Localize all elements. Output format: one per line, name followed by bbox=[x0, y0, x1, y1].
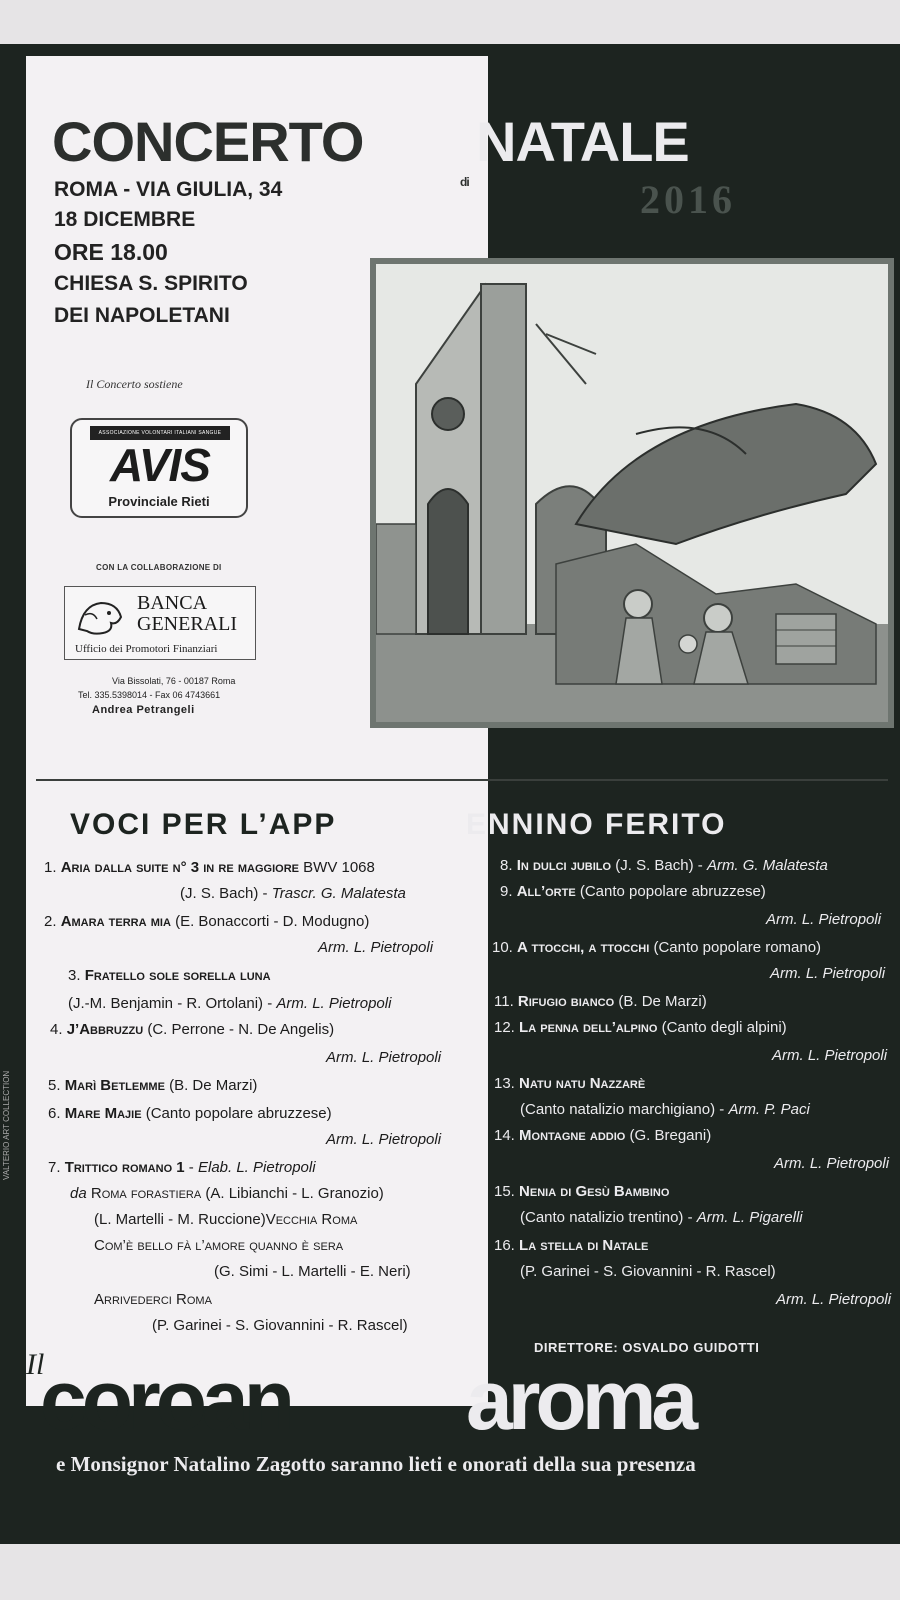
program-sc: Roma forastiera bbox=[86, 1185, 202, 1202]
program-line bbox=[44, 858, 375, 878]
program-title: All’orte bbox=[516, 883, 576, 900]
divider-line bbox=[36, 779, 888, 781]
program-pre: 3. bbox=[68, 967, 85, 984]
program-line bbox=[318, 938, 433, 958]
program-line bbox=[494, 1074, 645, 1094]
program-line bbox=[326, 1130, 441, 1150]
avis-banner-text: ASSOCIAZIONE VOLONTARI ITALIANI SANGUE bbox=[90, 426, 230, 440]
program-rest: (C. Perrone - N. De Angelis) bbox=[143, 1021, 335, 1038]
program-title: Trittico romano 1 bbox=[64, 1159, 185, 1176]
banca-line1: BANCA bbox=[137, 592, 208, 614]
program-ital: Arm. P. Paci bbox=[728, 1101, 810, 1118]
program-plain: (J.-M. Benjamin - R. Ortolani) - bbox=[68, 995, 277, 1012]
program-line bbox=[494, 1126, 711, 1146]
program-rest: (Canto popolare abruzzese) bbox=[141, 1105, 332, 1122]
program-plain: (A. Libianchi - L. Granozio) bbox=[201, 1185, 384, 1202]
avis-logo: AVIS bbox=[110, 439, 210, 491]
year-label: 2016 bbox=[640, 177, 736, 222]
program-rest: (Canto popolare abruzzese) bbox=[575, 883, 766, 900]
program-line bbox=[500, 882, 766, 902]
program-line bbox=[776, 1290, 891, 1310]
director-label: DIRETTORE: OSVALDO GUIDOTTI bbox=[534, 1340, 760, 1355]
program-rest: (B. De Marzi) bbox=[164, 1077, 258, 1094]
program-plain: (P. Garinei - S. Giovannini - R. Rascel) bbox=[520, 1263, 776, 1280]
program-line bbox=[494, 1018, 787, 1038]
program-rest: BWV 1068 bbox=[298, 859, 375, 876]
program-pre: 5. bbox=[48, 1077, 65, 1094]
program-title: Rifugio bianco bbox=[517, 993, 615, 1010]
program-title: J’Abbruzzu bbox=[66, 1021, 144, 1038]
program-line bbox=[492, 938, 821, 958]
program-ital: Elab. L. Pietropoli bbox=[197, 1159, 316, 1176]
program-ital: Arm. L. Pietropoli bbox=[326, 1131, 442, 1148]
program-sc: Vecchia Roma bbox=[265, 1211, 358, 1228]
program-plain: (Canto natalizio trentino) - bbox=[520, 1209, 697, 1226]
program-title: Natu natu Nazzarè bbox=[519, 1075, 646, 1092]
program-pre: 7. bbox=[48, 1159, 65, 1176]
program-ital: Arm. L. Pietropoli bbox=[318, 939, 434, 956]
program-line bbox=[774, 1154, 889, 1174]
program-pre: 9. bbox=[500, 883, 517, 900]
choir-name-left: coroan bbox=[40, 1353, 291, 1447]
sponsor-note: Il Concerto sostiene bbox=[86, 377, 183, 391]
program-pre: 2. bbox=[44, 913, 61, 930]
avis-subtitle: Provinciale Rieti bbox=[108, 494, 210, 509]
program-pre: 10. bbox=[492, 939, 518, 956]
program-plain: (Canto natalizio marchigiano) - bbox=[520, 1101, 729, 1118]
program-title: Aria dalla suite n° 3 in re maggiore bbox=[60, 859, 299, 876]
title-natale: NATALE bbox=[476, 110, 689, 173]
program-title: A ttocchi, a ttocchi bbox=[517, 939, 650, 956]
program-pre: 4. bbox=[50, 1021, 67, 1038]
event-address: ROMA - VIA GIULIA, 34 bbox=[54, 178, 283, 201]
banca-address: Via Bissolati, 76 - 00187 Roma bbox=[112, 676, 236, 686]
program-line bbox=[68, 994, 391, 1014]
program-ital: Arm. L. Pietropoli bbox=[770, 965, 886, 982]
program-line bbox=[326, 1048, 441, 1068]
banca-generali-logo bbox=[64, 586, 256, 660]
program-line bbox=[520, 1262, 776, 1282]
banca-subtitle: Ufficio dei Promotori Finanziari bbox=[75, 643, 218, 655]
watermark: VALTERIO ART COLLECTION bbox=[2, 1070, 11, 1180]
choir-name-right: aroma bbox=[466, 1353, 694, 1447]
program-ital: Arm. L. Pietropoli bbox=[276, 995, 392, 1012]
program-title: Montagne addio bbox=[519, 1127, 626, 1144]
program-ital: Arm. L. Pigarelli bbox=[696, 1209, 803, 1226]
banca-line2: GENERALI bbox=[137, 613, 237, 635]
program-plain: (L. Martelli - M. Ruccione) bbox=[94, 1211, 266, 1228]
program-rest: (Canto degli alpini) bbox=[657, 1019, 787, 1036]
program-line bbox=[152, 1316, 408, 1336]
title-di: di bbox=[460, 175, 469, 189]
banca-name bbox=[137, 593, 237, 635]
program-line bbox=[494, 1236, 648, 1256]
event-date: 18 DICEMBRE bbox=[54, 208, 196, 231]
program-title: Nenia di Gesù Bambino bbox=[519, 1183, 670, 1200]
program-title: La stella di Natale bbox=[519, 1237, 649, 1254]
program-title: In dulci jubilo bbox=[516, 857, 612, 874]
avis-logo-box bbox=[70, 418, 248, 518]
program-line bbox=[180, 884, 406, 904]
footer-text: e Monsignor Natalino Zagotto saranno lieti e onorati della sua presenza bbox=[56, 1452, 696, 1476]
program-line bbox=[94, 1210, 357, 1230]
program-ital: Arm. L. Pietropoli bbox=[776, 1291, 892, 1308]
program-pre: 13. bbox=[494, 1075, 520, 1092]
program-title: Marì Betlemme bbox=[64, 1077, 165, 1094]
program-ital: Arm. L. Pietropoli bbox=[766, 911, 882, 928]
program-line bbox=[48, 1076, 257, 1096]
program-line bbox=[494, 992, 707, 1012]
program-line bbox=[772, 1046, 887, 1066]
event-venue-line2: DEI NAPOLETANI bbox=[54, 304, 230, 327]
choir-prefix: Il bbox=[26, 1348, 45, 1381]
program-line bbox=[68, 966, 271, 986]
section-title-left: VOCI PER L’APP bbox=[70, 808, 337, 841]
program-ital: Arm. G. Malatesta bbox=[706, 857, 828, 874]
program-rest: (G. Bregani) bbox=[625, 1127, 712, 1144]
program-line bbox=[494, 1182, 669, 1202]
agent-name: Andrea Petrangeli bbox=[92, 704, 195, 716]
program-rest: (B. De Marzi) bbox=[614, 993, 707, 1010]
program-pre: 8. bbox=[500, 857, 517, 874]
collab-label: CON LA COLLABORAZIONE DI bbox=[96, 563, 222, 572]
program-rest: (E. Bonaccorti - D. Modugno) bbox=[170, 913, 370, 930]
program-title: La penna dell’alpino bbox=[519, 1019, 658, 1036]
program-title: Amara terra mia bbox=[60, 913, 171, 930]
banca-phone: Tel. 335.5398014 - Fax 06 4743661 bbox=[78, 690, 221, 700]
program-line bbox=[44, 912, 369, 932]
program-line bbox=[48, 1104, 332, 1124]
section-title-right: ENNINO FERITO bbox=[466, 808, 727, 841]
program-rest: - bbox=[184, 1159, 198, 1176]
program-pre: 6. bbox=[48, 1105, 65, 1122]
program-rest: (J. S. Bach) - bbox=[611, 857, 707, 874]
program-title: Fratello sole sorella luna bbox=[84, 967, 271, 984]
program-title: Mare Majie bbox=[64, 1105, 142, 1122]
event-venue-line1: CHIESA S. SPIRITO bbox=[54, 272, 248, 295]
program-pre: 16. bbox=[494, 1237, 520, 1254]
program-plain: (P. Garinei - S. Giovannini - R. Rascel) bbox=[152, 1317, 408, 1334]
program-line bbox=[520, 1208, 803, 1228]
church-ruins-drawing bbox=[370, 258, 894, 728]
program-line bbox=[50, 1020, 334, 1040]
lion-icon bbox=[73, 595, 129, 639]
program-sc: Com’è bello fà l’amore quanno è sera bbox=[94, 1237, 344, 1254]
program-ital: da bbox=[70, 1185, 87, 1202]
program-line bbox=[520, 1100, 810, 1120]
program-ital: Arm. L. Pietropoli bbox=[326, 1049, 442, 1066]
program-plain: (G. Simi - L. Martelli - E. Neri) bbox=[214, 1263, 411, 1280]
program-line bbox=[48, 1158, 316, 1178]
program-sc: Arrivederci Roma bbox=[94, 1291, 212, 1308]
program-ital: Arm. L. Pietropoli bbox=[772, 1047, 888, 1064]
program-line bbox=[94, 1290, 212, 1310]
program-ital: Arm. L. Pietropoli bbox=[774, 1155, 890, 1172]
event-time: ORE 18.00 bbox=[54, 239, 168, 265]
program-pre: 1. bbox=[44, 859, 61, 876]
program-pre: 14. bbox=[494, 1127, 520, 1144]
program-ital: Trascr. G. Malatesta bbox=[271, 885, 406, 902]
program-line bbox=[94, 1236, 343, 1256]
program-line bbox=[500, 856, 828, 876]
program-pre: 12. bbox=[494, 1019, 520, 1036]
program-line bbox=[766, 910, 881, 930]
program-rest: (Canto popolare romano) bbox=[649, 939, 822, 956]
program-pre: 11. bbox=[494, 993, 518, 1010]
program-plain: (J. S. Bach) - bbox=[180, 885, 272, 902]
program-line bbox=[770, 964, 885, 984]
program-pre: 15. bbox=[494, 1183, 520, 1200]
program-line bbox=[214, 1262, 411, 1282]
title-concerto: CONCERTO bbox=[52, 110, 364, 173]
program-line bbox=[70, 1184, 384, 1204]
